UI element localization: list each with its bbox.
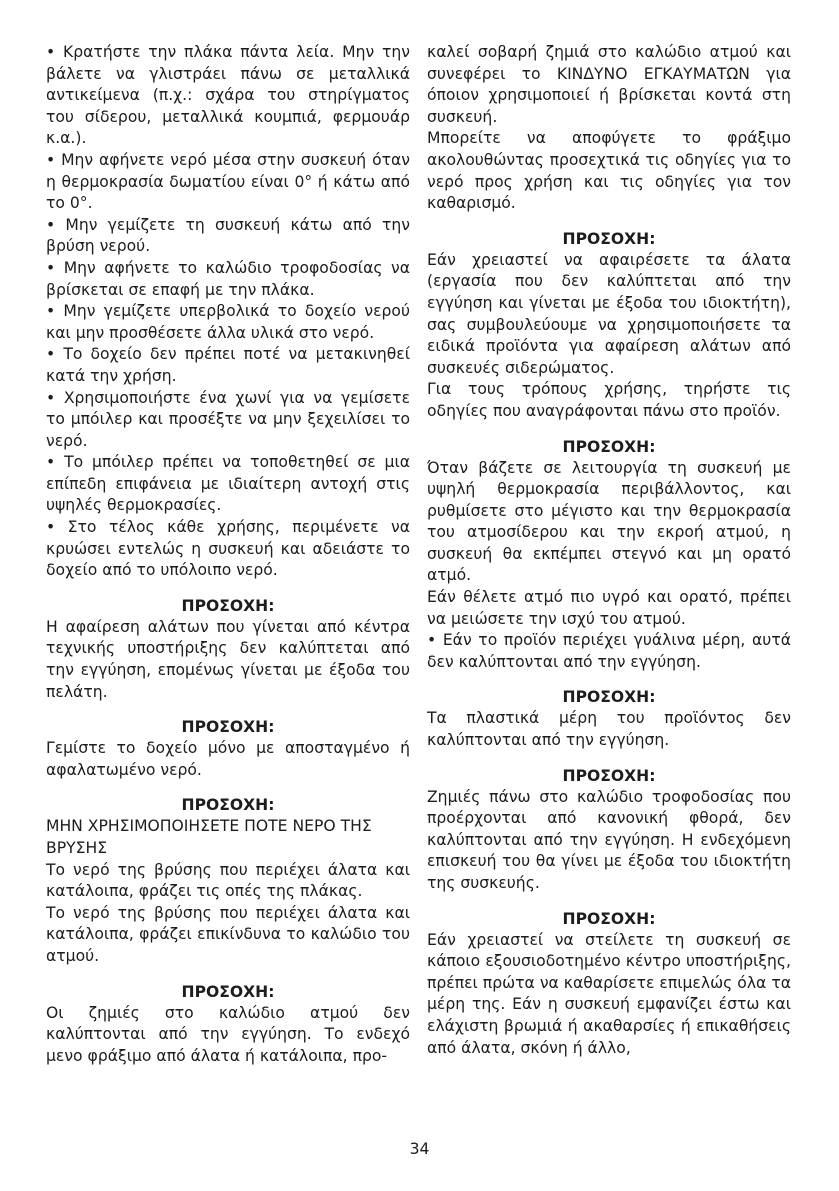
warning-tap-water-holes: Το νερό της βρύσης που περιέχει άλατα και κατάλοιπα, φράζει τις οπές της πλάκας.	[46, 860, 410, 901]
warning-heading: ΠΡΟΣΟΧΗ:	[562, 229, 656, 248]
warning-heading: ΠΡΟΣΟΧΗ:	[181, 596, 275, 615]
warning-distilled-water-text: Γεμίστε το δοχείο μόνο με αποσταγμένο ή αφαλατωμένο νερό.	[46, 739, 410, 779]
warning-dry-steam: Όταν βάζετε σε λειτουργία τη συσκευή με υψηλή θερμοκρασία περιβάλλοντος, και ρυθμίσετε στο μέγιστο και την θερμοκρασία του ατμοσίδερου και την εκροή ατμού, η συσκευή θα εκπέμπει στεγνό και μη ορατό ατμό.	[427, 458, 791, 585]
warning-tap-water-cable: Το νερό της βρύσης που περιέχει άλατα και κατάλοιπα, φράζει επικίνδυνα το καλώδιο του ατμού.	[46, 903, 410, 965]
warning-descaling-text: Η αφαίρεση αλάτων που γίνεται από κέντρα τεχνικής υποστήριξης δεν καλύπτεται από την εγγύηση, επομένως γίνεται με έξοδα του πελάτη.	[46, 617, 410, 701]
warning-reduce-steam: Εάν θέλετε ατμό πιο υγρό και ορατό, πρέπει να μειώσετε την ισχύ του ατμού.	[427, 588, 791, 628]
warning-heading: ΠΡΟΣΟΧΗ:	[181, 982, 275, 1001]
warning-heading: ΠΡΟΣΟΧΗ:	[562, 766, 656, 785]
continued-burn-danger: καλεί σοβαρή ζημιά στο καλώδιο ατμού και συνεφέρει το ΚΙΝΔΥΝΟ ΕΓΚΑΥΜΑΤΩΝ για όποιον χρησιμοποιεί ή βρίσκεται κοντά στη συσκευή.	[427, 43, 791, 126]
page-number: 34	[409, 1140, 430, 1158]
warning-service-center: Εάν χρειαστεί να στείλετε τη συσκευή σε κάποιο εξουσιοδοτημένο κέντρο υποστήριξης, πρέπει πρώτα να καθαρίσετε επιμελώς όλα τα μέρη της. Εάν η συσκευή εμφανίζει έστω και ελάχιστη βρωμιά ή ακαθαρσίες ή επικαθήσεις από άλατα, σκόνη ή άλλο,	[427, 930, 791, 1057]
bullet-no-water-freezing: • Μην αφήνετε νερό μέσα στην συσκευή όταν η θερμοκρασία δωματίου είναι 0° ή κάτω από το 0°.	[46, 150, 410, 213]
warning-heading: ΠΡΟΣΟΧΗ:	[562, 437, 656, 456]
warning-heading: ΠΡΟΣΟΧΗ:	[181, 796, 275, 815]
bullet-flat-surface: • Το μπόιλερ πρέπει να τοποθετηθεί σε μια επίπεδη επιφάνεια με ιδιαίτερη αντοχή στις υψηλές θερμοκρασίες.	[46, 453, 410, 515]
bullet-keep-plate-smooth: • Κρατήστε την πλάκα πάντα λεία. Μην την βάλετε να γλιστράει πάνω σε μεταλλικά αντικείμενα (π.χ.: σχάρα του στηρίγματος του σίδερου, μεταλλικά κουμπιά, φερμουάρ κ.α.).	[46, 43, 410, 148]
bullet-no-fill-under-tap: • Μην γεμίζετε τη συσκευή κάτω από την βρύση νερού.	[46, 215, 410, 256]
warning-cable-wear: Ζημιές πάνω στο καλώδιο τροφοδοσίας που προέρχονται από κανονική φθορά, δεν καλύπτονται από την εγγύηση. Η ενδεχόμενη επισκευή του θα γίνει με έξοδα του ιδιοκτήτη της συσκευής.	[427, 787, 791, 892]
warning-steam-cable-damage: Οι ζημιές στο καλώδιο ατμού δεν καλύπτονται από την εγγύηση. Το ενδεχό μενο φράξιμο από άλατα ή κατάλοιπα, προ-	[46, 1003, 410, 1065]
warning-plastic-parts: Τα πλαστικά μέρη του προϊόντος δεν καλύπτονται από την εγγύηση.	[427, 709, 791, 750]
warning-heading: ΠΡΟΣΟΧΗ:	[562, 909, 656, 928]
avoid-clogging-text: Μπορείτε να αποφύγετε το φράξιμο ακολουθώντας προσεχτικά τις οδηγίες για το νερό προς χρήση και τις οδηγίες για τον καθαρισμό.	[427, 129, 791, 213]
left-column	[46, 42, 410, 1067]
warning-heading: ΠΡΟΣΟΧΗ:	[562, 688, 656, 707]
bullet-use-funnel: • Χρησιμοποιήστε ένα χωνί για να γεμίσετε το μπόιλερ και προσέξτε να μην ξεχειλίσει το νερό.	[46, 388, 410, 450]
bullet-no-move-tank: • Το δοχείο δεν πρέπει ποτέ να μετακινηθεί κατά την χρήση.	[46, 345, 410, 385]
bullet-empty-after-use: • Στο τέλος κάθε χρήσης, περιμένετε να κρυώσει εντελώς η συσκευή και αδειάστε το δοχείο από το υπόλοιπο νερό.	[46, 518, 410, 580]
warning-usage-instructions: Για τους τρόπους χρήσης, τηρήστε τις οδηγίες που αναγράφονται πάνω στο προϊόν.	[427, 380, 791, 420]
warning-no-tap-water-caps: ΜΗΝ ΧΡΗΣΙΜΟΠΟΙΗΣΕΤΕ ΠΟΤΕ ΝΕΡΟ ΤΗΣ ΒΡΥΣΗΣ	[46, 817, 372, 857]
warning-heading: ΠΡΟΣΟΧΗ:	[181, 718, 275, 737]
warning-descaling-products: Εάν χρειαστεί να αφαιρέσετε τα άλατα (εργασία που δεν καλύπτεται από την εγγύηση και γίνεται με έξοδα του ιδιοκτήτη), σας συμβουλεύουμε να χρησιμοποιήσετε τα ειδικά προϊόντα για αφαίρεση αλάτων από συσκευές σιδερώματος.	[427, 250, 791, 377]
bullet-no-overfill: • Μην γεμίζετε υπερβολικά το δοχείο νερού και μην προσθέσετε άλλα υλικά στο νερό.	[46, 302, 410, 342]
warning-glass-parts: • Εάν το προϊόν περιέχει γυάλινα μέρη, αυτά δεν καλύπτονται από την εγγύηση.	[427, 631, 791, 671]
bullet-cable-contact: • Μην αφήνετε το καλώδιο τροφοδοσίας να βρίσκεται σε επαφή με την πλάκα.	[46, 258, 410, 299]
right-column	[427, 42, 791, 1059]
